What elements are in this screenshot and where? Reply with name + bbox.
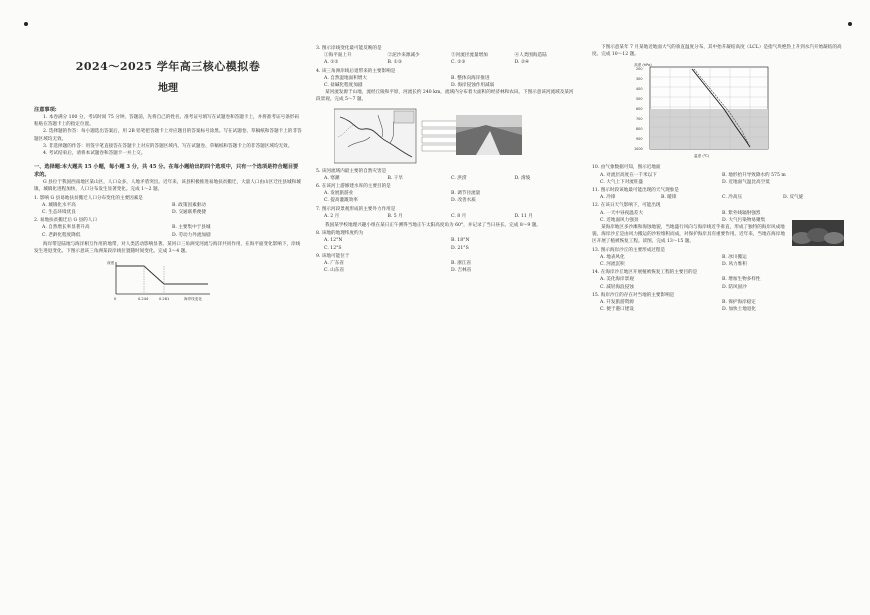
option: B. 紫外线辐射强烈 [722,210,761,216]
option: B. 干旱 [387,175,403,181]
option: D. 劳动力外流加剧 [172,232,211,238]
option: C. 山东省 [324,268,345,274]
temperature-profile-chart [632,61,782,161]
option: D. 改善水质 [451,198,476,204]
option: C. 近地面风力强劲 [600,217,639,223]
question-14: 14. 在海岸沙丘地区开展植被恢复工程的主要目的是 [592,270,698,276]
option: B. 暖锋 [661,195,677,201]
chart-x-label: 0.244 [138,297,149,302]
option: A. 城镇化水平高 [42,202,76,208]
option: B. 整体向海洋推进 [451,75,490,81]
statement: ③河流径流量增加 [451,53,488,59]
question-1-options [34,202,302,216]
question-11-options [592,194,844,201]
notice-item: 4. 考试结束后，请将本试题卷和答题卡一并上交。 [43,151,146,157]
option: D. 吉林省 [451,268,472,274]
question-4-options [316,75,578,89]
registration-mark-top-right [848,22,852,26]
option: B. 保护海岸稳定 [722,300,756,306]
statement: ②泥沙来源减少 [387,53,420,59]
question-10-options [592,172,844,186]
notice-item: 2. 选择题的作答：每小题选出答案后，用 2B 铅笔把答题卡上对应题目的答案标号涂黑。写在试题卷、草稿纸和答题卡上的非答题区域均无效。 [34,129,302,142]
option: B. 主要集中于县城 [172,225,211,231]
option: B. 增加生物多样性 [722,277,761,283]
shoreline-chart [106,258,216,304]
chart-y-tick: 700 [636,117,643,122]
passage: G 县位于我国西南地区某山区，人口众多，人地矛盾突出。近年来，该县积极推进易地扶贫搬迁，大量人口由山区迁往县城和城镇，城镇化进程加快，人口分布发生显著变化。完成 1～2 题。 [34,180,301,193]
option: A. 广东省 [324,261,345,267]
notice-item: 3. 非选择题的作答：用签字笔直接答在答题卡上对应的答题区域内。写在试题卷、草稿纸和答题卡上的非答题区域均无效。 [43,143,293,149]
option: C. 河流沉积 [600,262,625,268]
option: B. 地形抬升导致降水约 575 m [722,172,786,178]
question-15: 15. 海岸沙丘的存在对当地的主要影响是 [592,292,675,298]
option: C. 冷高压 [722,195,743,201]
chart-x-label: 海岸线变化 [184,297,202,302]
option: C. 生态环境优良 [42,210,76,216]
option: A. 对流层高度在一千米以下 [600,172,657,178]
option: C. 便于港口建设 [600,307,634,313]
column-1 [34,38,302,307]
passage: 某河流发源于山地，流经丘陵和平原，河流长约 240 km，流域内分布着大面积的经济林和农田。下图示意该河流域及某河段景观。完成 5～7 题。 [316,90,574,103]
option: B. 调节径流量 [451,191,481,197]
passage: 下图示意某年 7 月某地近地面大气的垂直温度分布，其中抬升凝结高度（LCL）是指气块绝热上升到水汽开始凝结的高度。完成 10～12 题。 [592,45,842,58]
option: A. 美化海岸景观 [600,277,634,283]
column-2 [316,44,578,274]
option: A. 开发旅游资源 [600,300,634,306]
option: D. 交通联系便捷 [172,210,207,216]
option: A. 发展旅游业 [324,191,354,197]
question-13: 13. 图示海岸沙丘的主要形成过程是 [592,247,666,253]
notice-heading: 注意事项: [34,107,57,113]
option: A. 冷锋 [600,195,616,201]
question-4: 4. 该三角洲岸线后退带来的主要影响是 [316,68,396,74]
option: B. 冰川搬运 [722,254,747,260]
statement: ④人类围海造陆 [514,53,547,59]
option: B. ①③ [387,60,403,66]
chart-y-tick: 1000 [634,147,643,152]
question-13-options [592,254,844,268]
question-8: 8. 该地的地理纬度约为 [316,231,364,237]
chart-y-tick: 200 [636,67,643,72]
option: A. ①② [324,60,339,66]
option: C. 12°S [324,245,342,251]
option: C. 盐碱化程度加剧 [324,83,363,89]
chart-y-tick: 500 [636,97,643,102]
option: D. 加快土地退化 [722,307,757,313]
question-7: 7. 图示河段景观形成的主要外力作用是 [316,206,396,212]
option: D. 11 月 [514,213,533,219]
option: D. 近地面气温比高空低 [722,179,770,185]
option: D. 海岸侵蚀作用减弱 [451,83,495,89]
chart-y-tick: 400 [636,87,643,92]
question-3-options [316,59,578,66]
option: A. 12°N [324,238,343,244]
question-15-options [592,299,844,313]
question-3: 3. 图示岸线变化最可能反映的是 [316,46,382,51]
coastal-dune-photo [792,220,844,246]
question-2: 2. 易地扶贫搬迁后 G 县的人口 [34,218,97,224]
passage: 海岸带是陆地与海洋相互作用的地带，对人类活动影响显著。某河口三角洲受河流与海洋共同作用，在海平面变化影响下，岸线发生进退变化。下图示意该三角洲某段岸线位置随时间变化。完成 3～4 题。 [34,241,301,255]
exam-title: 2024～2025 学年高三核心模拟卷 [75,60,261,73]
chart-y-tick: 900 [636,137,643,142]
chart-y-tick: 800 [636,127,643,132]
option: B. 18°N [451,238,470,244]
question-1: 1. 影响 G 县易地扶贫搬迁人口分布变化的主要因素是 [34,195,143,201]
option: D. 大气污染物易聚集 [722,217,766,223]
question-12: 12. 在该日天气影响下，可能出现 [592,203,661,209]
option: D. 反气旋 [783,195,804,201]
registration-mark-top-left [24,22,28,26]
question-6-options [316,190,578,204]
question-11: 11. 图示时段该地最可能出现的天气现象是 [592,188,679,194]
option: C. ②③ [451,60,466,66]
chart-x-label: 0.281 [159,297,170,302]
option: B. 浙江省 [451,261,472,267]
chart-y-tick: 300 [636,77,643,82]
temperature-profile-figure [632,61,782,161]
question-8-options [316,237,578,251]
option: A. 一天中昼夜温差大 [600,210,643,216]
option: D. 21°S [451,245,469,251]
option: A. 自然增长率显著升高 [42,225,90,231]
notice-item: 1. 本卷满分 100 分，考试时间 75 分钟。答题前，先将自己的姓名、准考证号填写在试题卷和答题卡上，并将准考证号条形码粘贴在答题卡上的指定位置。 [34,115,299,128]
option: B. 5 月 [387,213,403,219]
statement: ①海平面上升 [324,53,352,59]
option: C. 洪涝 [451,175,467,181]
option: C. 老龄化程度降低 [42,232,81,238]
chart-x-label: 0 [114,297,117,302]
river-figures [316,107,578,165]
question-6: 6. 在该河上游修建水库的主要目的是 [316,184,391,190]
passage-with-photo [592,224,844,246]
question-9-options [316,260,578,274]
chart-y-tick: 600 [636,107,643,112]
shoreline-figure [106,258,216,304]
question-5: 5. 该河流域内最主要的自然灾害是 [316,168,387,174]
question-10: 10. 由气象数据可知，图示近地面 [592,165,661,171]
column-3 [592,44,844,313]
subject-title: 地理 [158,83,178,94]
question-2-options [34,224,302,238]
question-7-options [316,213,578,220]
chart-y-label: 高度 (hPa) [634,63,652,68]
option: D. 防风固沙 [722,284,747,290]
option: B. 政策因素驱动 [172,202,206,208]
chart-x-label: 温度 (℃) [694,154,710,159]
option: C. 8 月 [451,213,467,219]
passage: 我国某学校地理兴趣小组在某日正午测得当地正午太阳高度角为 60°，并记录了当日昼长。完成 8～9 题。 [325,223,541,229]
option: C. 提高灌溉效率 [324,198,358,204]
option: D. ②④ [514,60,530,66]
option: A. 2 月 [324,213,340,219]
section-heading: 一、选择题:本大题共 15 小题，每小题 3 分，共 45 分。在每小题给出的四个选项中，只有一个选项是符合题目要求的。 [34,164,299,179]
option: D. 滑坡 [514,175,531,181]
question-9: 9. 该地可能位于 [316,253,350,259]
question-14-options [592,276,844,290]
question-5-options [316,175,578,182]
river-landscape-photo [456,115,522,155]
option: C. 大气上下对流旺盛 [600,179,644,185]
option: A. 寒潮 [324,175,340,181]
option: D. 风力堆积 [722,262,747,268]
passage: 某海岸地区多沙滩和海蚀地貌，当地盛行风向与海岸线近乎垂直，形成了独特的海岸风成地貌。海岸沙丘是由风力搬运的沙粒堆积而成，对保护海岸具有重要作用。近年来，当地在海岸地区开展了植被恢复工程。读图，完成 13～15 题。 [592,225,785,245]
option: A. 自然湿地面积增大 [324,75,367,81]
question-3-statements [316,52,578,59]
chart-y-label: 深度 [107,261,115,266]
option: C. 减轻海浪侵蚀 [600,284,634,290]
option: A. 地表风化 [600,254,625,260]
